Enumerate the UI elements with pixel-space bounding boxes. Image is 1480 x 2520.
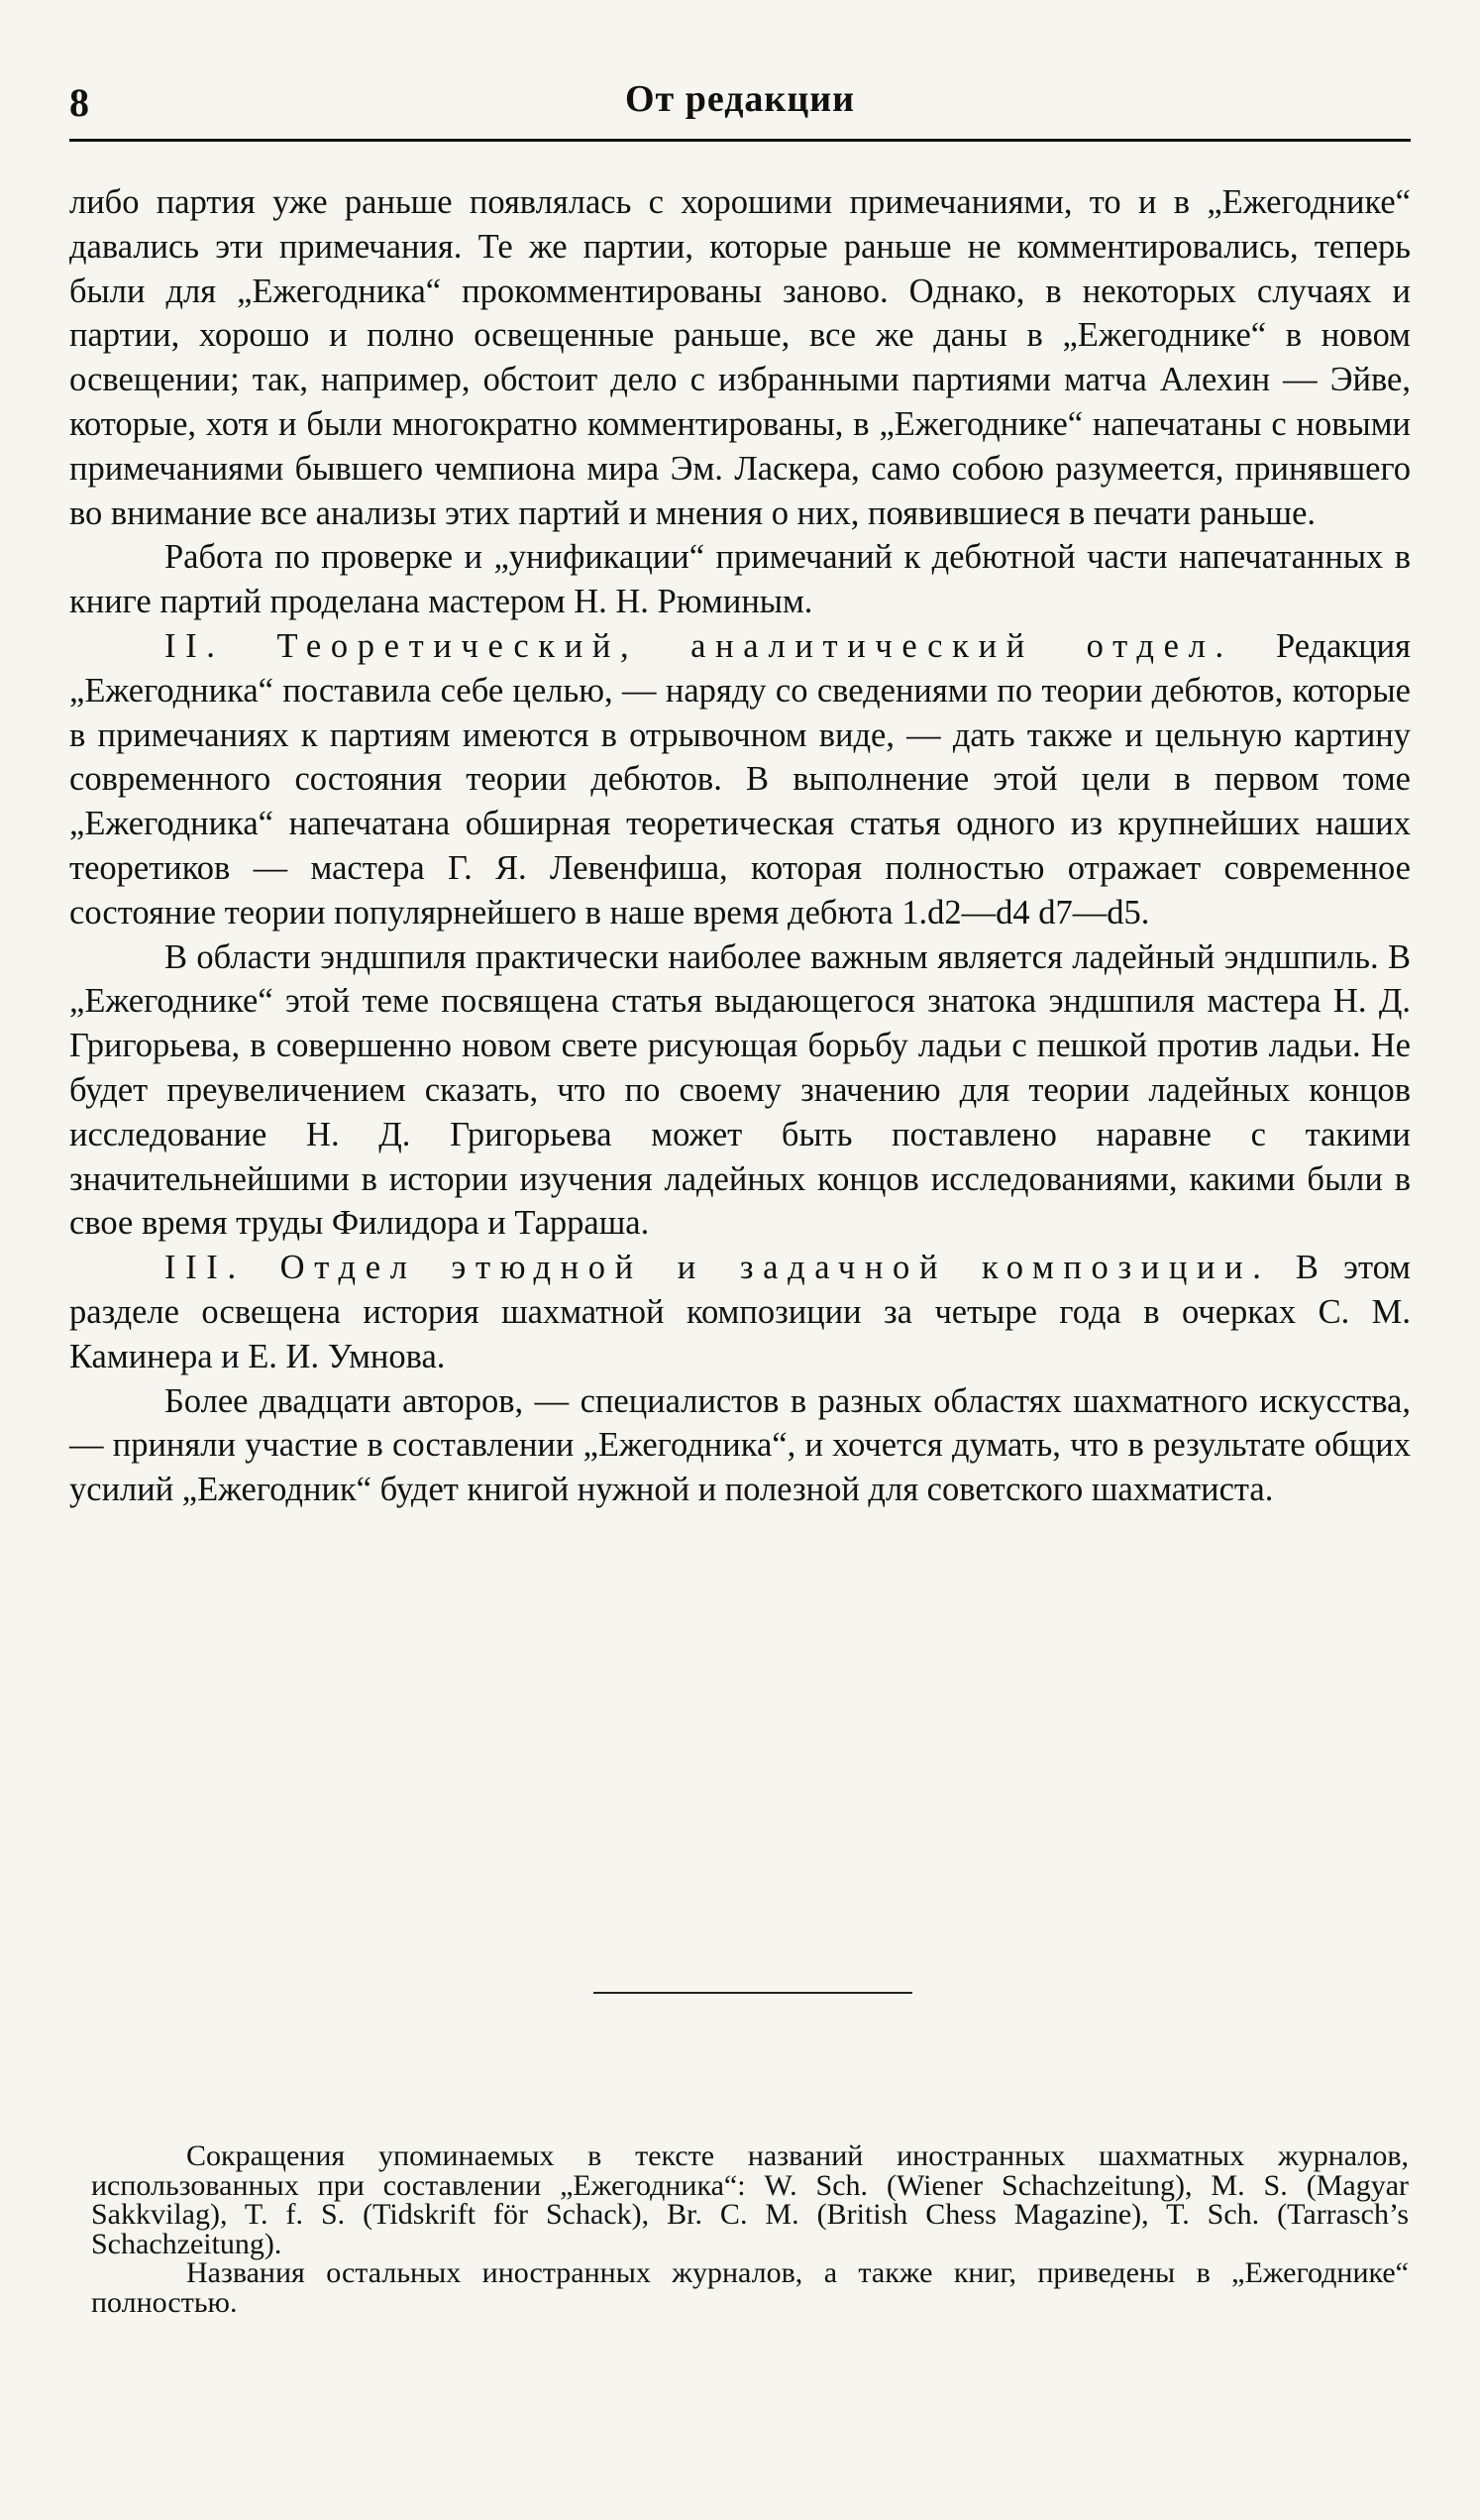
main-content bbox=[69, 180, 1411, 1512]
page-header bbox=[69, 69, 1411, 141]
body-paragraph-6: Более двадцати авторов, — специалистов в разных областях шахматного искусства, — приняли участие в составлении „Ежегодника“, и хочется думать, что в результате общих усилий „Ежегодник“ будет книгой нужной и полезной для советского шахматиста. bbox=[69, 1381, 1411, 1509]
body-paragraph-5 bbox=[69, 1246, 1411, 1378]
page-number: 8 bbox=[69, 80, 90, 125]
section-divider bbox=[593, 1992, 912, 1994]
body-paragraph-3 bbox=[69, 624, 1411, 935]
section-3-heading: III. Отдел этюдной и задачной композиции. bbox=[164, 1249, 1271, 1287]
header-rule bbox=[69, 139, 1411, 142]
page-title: От редакции bbox=[624, 78, 856, 120]
section-2-heading: II. Теоретический, аналитический отдел. bbox=[164, 626, 1233, 665]
section-2-text: Редакция „Ежегодника“ поставила себе целью, — наряду со сведениями по теории дебютов, которые в примечаниях к партиям имеются в отрывочном виде, — дать также и цельную картину современного состояния теории дебютов. В выполнение этой цели в первом томе „Ежегодника“ напечатана обширная теоретическая статья одного из крупнейших наших теоретиков — мастера Г. Я. Левенфиша, которая полностью отражает современное состояние теории популярнейшего в наше время дебюта 1.d2—d4 d7—d5. bbox=[69, 626, 1411, 931]
body-paragraph-4: В области эндшпиля практически наиболее важным является ладейный эндшпиль. В „Ежегоднике“ этой теме посвящена статья выдающегося знатока эндшпиля мастера Н. Д. Григорьева, в совершенно новом свете рисующая борьбу ладьи с пешкой против ладьи. Не будет преувеличением сказать, что по своему значению для теории ладейных концов исследование Н. Д. Григорьева может быть поставлено наравне с такими значительнейшими в истории изучения ладейных концов исследованиями, какими были в свое время труды Филидора и Тарраша. bbox=[69, 937, 1411, 1243]
body-paragraph-2: Работа по проверке и „унификации“ примечаний к дебютной части напечатанных в книге партий проделана мастером Н. Н. Рюминым. bbox=[69, 538, 1411, 621]
footnote bbox=[91, 2141, 1409, 2317]
section-3-text: В этом разделе освещена история шахматной композиции за четыре года в очерках С. М. Каминера и Е. И. Умнова. bbox=[69, 1249, 1412, 1375]
body-paragraph-1: либо партия уже раньше появлялась с хорошими примечаниями, то и в „Ежегоднике“ давались эти примечания. Те же партии, которые раньше не комментировались, теперь были для „Ежегодника“ прокомментированы заново. Однако, в некоторых случаях и партии, хорошо и полно освещенные раньше, все же даны в „Ежегоднике“ в новом освещении; так, например, обстоит дело с избранными партиями матча Алехин — Эйве, которые, хотя и были многократно комментированы, в „Ежегоднике“ напечатаны с новыми примечаниями бывшего чемпиона мира Эм. Ласкера, само собою разумеется, принявшего во внимание все анализы этих партий и мнения о них, появившиеся в печати раньше. bbox=[69, 183, 1411, 532]
footnote-paragraph-1: Сокращения упоминаемых в тексте названий иностранных шахматных журналов, использованных при составлении „Ежегодника“: W. Sch. (Wiener Schachzeitung), M. S. (Magyar Sakkvilag), T. f. S. (Tidskrift för Schack), Br. C. M. (British Chess Magazine), T. Sch. (Tarrasch’s Schachzeitung). bbox=[91, 2139, 1409, 2260]
footnote-paragraph-2: Названия остальных иностранных журналов, а также книг, приведены в „Ежегоднике“ полностью. bbox=[91, 2256, 1409, 2319]
